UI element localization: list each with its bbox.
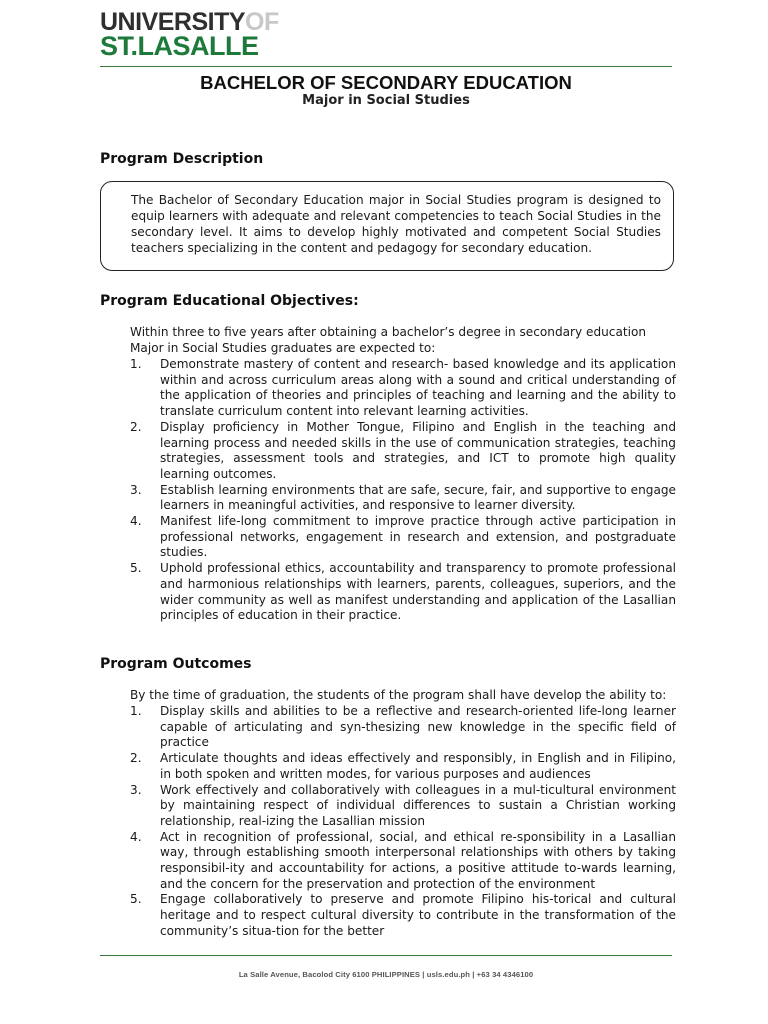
outcomes-heading: Program Outcomes <box>100 656 252 672</box>
item-text: Uphold professional ethics, accountability and transparency to promote professional and harmonious relationships with learners, parents, colleagues, superiors, and the wider community as well as manifest understanding and application of the Lasallian principles of education in their practice. <box>160 561 676 623</box>
footer-divider <box>100 955 672 956</box>
objectives-intro: Within three to five years after obtaining a bachelor’s degree in secondary education Major in Social Studies graduates are expected to: <box>130 325 647 355</box>
item-number: 1. <box>130 704 142 718</box>
item-number: 2. <box>130 419 142 434</box>
item-number: 4. <box>130 829 142 844</box>
list-item <box>130 483 676 514</box>
outcomes-intro: By the time of graduation, the students of the program shall have develop the ability to: <box>130 688 667 702</box>
list-item <box>130 751 676 782</box>
item-number: 2. <box>130 751 142 766</box>
list-item <box>130 783 676 830</box>
page-title: BACHELOR OF SECONDARY EDUCATION <box>200 72 572 93</box>
header-divider <box>100 66 672 67</box>
list-item <box>130 420 676 483</box>
list-item <box>130 357 676 420</box>
logo-word-university: UNIVERSITY <box>100 8 246 36</box>
item-number: 3. <box>130 782 142 797</box>
item-text: Manifest life-long commitment to improve practice through active participation in professional networks, engagement in research and extension, and postgraduate studies. <box>160 514 676 560</box>
program-description-heading: Program Description <box>100 151 264 167</box>
objectives-list <box>130 357 676 624</box>
item-text: Establish learning environments that are safe, secure, fair, and supportive to engage learners in meaningful activities, and responsive to learner diversity. <box>160 482 676 513</box>
university-logo <box>100 10 279 60</box>
item-text: Demonstrate mastery of content and research- based knowledge and its application within and across curriculum areas along with a sound and critical understanding of the application of theories and principles of teaching and learning and the ability to translate curriculum content into relevant learning activities. <box>160 357 676 419</box>
item-text: Act in recognition of professional, social, and ethical re-sponsibility in a Lasallian way, through establishing smooth interpersonal relationships with others by taking responsibil-ity and accountability for actions, a positive attitude to-wards learning, and the concern for the preservation and protection of the environment <box>160 829 676 891</box>
item-number: 1. <box>130 357 142 371</box>
item-number: 5. <box>130 561 142 576</box>
program-description-text: The Bachelor of Secondary Education major in Social Studies program is designed to equip learners with adequate and relevant competencies to teach Social Studies in the secondary level. It aims to develop highly motivated and competent Social Studies teachers specializing in the content and pedagogy for secondary education. <box>131 193 661 255</box>
item-text: Display proficiency in Mother Tongue, Filipino and English in the teaching and learning process and needed skills in the use of communication strategies, teaching strategies, assessment tools and strategies, and ICT to promote high quality learning outcomes. <box>160 419 676 481</box>
item-text: Articulate thoughts and ideas effectively and responsibly, in English and in Filipino, in both spoken and written modes, for various purposes and audiences <box>160 751 676 781</box>
logo-word-of: OF <box>245 8 279 36</box>
page-subtitle: Major in Social Studies <box>302 93 470 108</box>
item-text: Engage collaboratively to preserve and promote Filipino his-torical and cultural heritage and to respect cultural diversity to contribute in the transformation of the community’s situa-tion for the better <box>160 892 676 938</box>
item-text: Display skills and abilities to be a reflective and research-oriented life-long learner capable of articulating and syn-thesizing new knowledge in the specific field of practice <box>160 704 676 750</box>
logo-line-st-lasalle: ST.LASALLE <box>100 31 259 61</box>
list-item <box>130 561 676 624</box>
list-item <box>130 704 676 751</box>
objectives-heading: Program Educational Objectives: <box>100 293 359 309</box>
item-text: Work effectively and collaboratively with colleagues in a mul-ticultural environment by maintaining respect of individual differences to sustain a Christian working relationship, real-izing the Lasallian mission <box>160 782 676 828</box>
list-item <box>130 514 676 561</box>
item-number: 4. <box>130 514 142 529</box>
outcomes-list <box>130 704 676 940</box>
program-description-box <box>100 181 674 271</box>
item-number: 3. <box>130 482 142 497</box>
item-number: 5. <box>130 892 142 907</box>
list-item <box>130 892 676 939</box>
footer-contact: La Salle Avenue, Bacolod City 6100 PHILIPPINES | usls.edu.ph | +63 34 4346100 <box>238 970 534 979</box>
list-item <box>130 830 676 893</box>
